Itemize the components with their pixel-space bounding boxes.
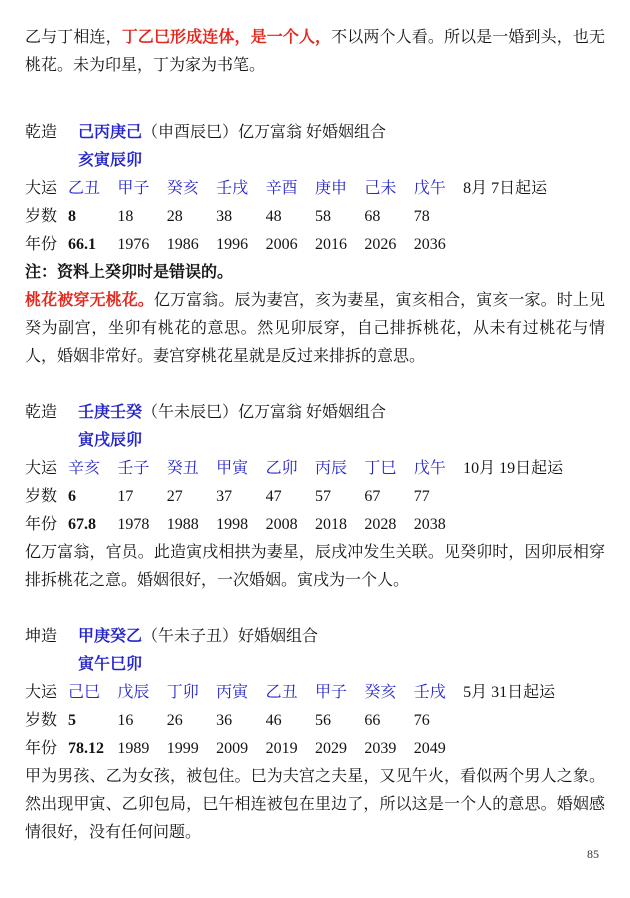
age-value: 36 (216, 712, 233, 729)
intro-text-2: 不以两个人看。所以是一婚到头，也无桃花。未为印星，丁为家为书笔。 (25, 29, 605, 74)
year-value: 1989 (117, 740, 150, 757)
year-row (25, 735, 605, 763)
comment-text: 亿万富翁，官员。此造寅戌相拱为妻星，辰戌冲发生关联。见癸卯时，因卯辰相穿排拆桃花之意。婚姻很好，一次婚姻。寅戌为一个人。 (25, 544, 605, 589)
comment-text: 甲为男孩、乙为女孩，被包住。巳为夫宫之夫星，又见午火，看似两个男人之象。然出现甲寅、乙卯包局，巳午相连被包在里边了，所以这是一个人的意思。婚姻感情很好，没有任何问题。 (25, 768, 605, 841)
year-value: 2008 (265, 516, 298, 533)
spacer (25, 371, 605, 399)
year-label: 年份 (25, 516, 58, 533)
dayun-row (25, 679, 605, 707)
age-value: 17 (117, 488, 134, 505)
dayun-pillar: 乙卯 (265, 460, 298, 477)
dayun-start-note: 5月 31日起运 (463, 684, 556, 701)
year-value: 1986 (166, 236, 199, 253)
chart-section-2 (25, 399, 605, 595)
year-value: 2026 (364, 236, 397, 253)
header-rest: （申酉辰巳）亿万富翁 好婚姻组合 (142, 124, 387, 141)
age-label: 岁数 (25, 712, 58, 729)
dayun-pillar: 壬戌 (413, 684, 446, 701)
dayun-pillar: 甲子 (117, 180, 150, 197)
dayun-row (25, 455, 605, 483)
dayun-label: 大运 (25, 460, 58, 477)
dayun-pillar: 壬子 (117, 460, 150, 477)
year-label: 年份 (25, 740, 58, 757)
section-comment (25, 287, 605, 371)
age-value: 46 (265, 712, 282, 729)
correction-note: 注：资料上癸卯时是错误的。 (25, 264, 234, 281)
dayun-row (25, 175, 605, 203)
year-value: 2049 (413, 740, 446, 757)
branches-line (25, 651, 605, 679)
year-value: 2029 (314, 740, 347, 757)
stems-pillars: 己丙庚己 (78, 124, 143, 141)
comment-red-lead: 桃花被穿无桃花。 (25, 292, 154, 309)
dayun-pillar: 壬戌 (216, 180, 249, 197)
age-label: 岁数 (25, 208, 58, 225)
dayun-pillar: 己巳 (68, 684, 101, 701)
dayun-pillar: 乙丑 (265, 684, 298, 701)
dayun-pillar: 甲寅 (216, 460, 249, 477)
dayun-pillar: 辛酉 (265, 180, 298, 197)
dayun-pillar: 庚申 (314, 180, 347, 197)
branches-line (25, 427, 605, 455)
age-value: 66 (364, 712, 381, 729)
year-value: 1999 (166, 740, 199, 757)
age-value: 16 (117, 712, 134, 729)
dayun-pillar: 癸丑 (166, 460, 199, 477)
year-value: 1996 (216, 236, 249, 253)
dayun-pillar: 癸亥 (364, 684, 397, 701)
section-header (25, 623, 605, 651)
age-value: 26 (166, 712, 183, 729)
age-value: 37 (216, 488, 233, 505)
stems-pillars: 壬庚壬癸 (78, 404, 143, 421)
year-value: 2009 (216, 740, 249, 757)
section-comment (25, 763, 605, 847)
age-value: 8 (68, 208, 76, 225)
page-number: 85 (587, 847, 599, 861)
header-rest: （午未辰巳）亿万富翁 好婚姻组合 (142, 404, 387, 421)
year-row (25, 511, 605, 539)
section-header (25, 399, 605, 427)
age-value: 67 (364, 488, 381, 505)
year-value: 2039 (364, 740, 397, 757)
dayun-pillar: 丙辰 (314, 460, 347, 477)
year-row (25, 231, 605, 259)
gender-label: 乾造 (25, 404, 58, 421)
branches-pillars: 寅戌辰卯 (78, 432, 143, 449)
age-value: 78 (413, 208, 430, 225)
age-value: 27 (166, 488, 183, 505)
dayun-pillar: 甲子 (314, 684, 347, 701)
dayun-pillar: 辛亥 (68, 460, 101, 477)
year-value: 2019 (265, 740, 298, 757)
year-value: 78.12 (68, 740, 104, 757)
branches-pillars: 亥寅辰卯 (78, 152, 143, 169)
year-value: 1988 (166, 516, 199, 533)
age-value: 57 (314, 488, 331, 505)
intro-paragraph (25, 24, 605, 80)
year-label: 年份 (25, 236, 58, 253)
chart-section-1 (25, 119, 605, 371)
intro-text-1: 乙与丁相连， (25, 29, 122, 46)
section-comment (25, 539, 605, 595)
dayun-start-note: 10月 19日起运 (463, 460, 564, 477)
dayun-pillar: 乙丑 (68, 180, 101, 197)
intro-red-highlight: 丁乙巳形成连体，是一个人， (121, 29, 332, 46)
age-value: 18 (117, 208, 134, 225)
age-label: 岁数 (25, 488, 58, 505)
year-value: 66.1 (68, 236, 96, 253)
branches-pillars: 寅午巳卯 (78, 656, 143, 673)
year-value: 1976 (117, 236, 150, 253)
age-value: 5 (68, 712, 76, 729)
year-value: 2006 (265, 236, 298, 253)
age-row (25, 483, 605, 511)
dayun-start-note: 8月 7日起运 (463, 180, 548, 197)
branches-line (25, 147, 605, 175)
year-value: 2036 (413, 236, 446, 253)
age-value: 77 (413, 488, 430, 505)
spacer (25, 595, 605, 623)
year-value: 1978 (117, 516, 150, 533)
dayun-pillar: 戊辰 (117, 684, 150, 701)
dayun-pillar: 癸亥 (166, 180, 199, 197)
year-value: 2016 (314, 236, 347, 253)
stems-pillars: 甲庚癸乙 (78, 628, 143, 645)
year-value: 2038 (413, 516, 446, 533)
dayun-pillar: 己未 (364, 180, 397, 197)
gender-label: 坤造 (25, 628, 58, 645)
dayun-label: 大运 (25, 180, 58, 197)
age-value: 76 (413, 712, 430, 729)
spacer (25, 80, 605, 119)
dayun-pillar: 戊午 (413, 180, 446, 197)
age-row (25, 203, 605, 231)
chart-section-3 (25, 623, 605, 847)
age-value: 68 (364, 208, 381, 225)
age-value: 28 (166, 208, 183, 225)
dayun-pillar: 丁巳 (364, 460, 397, 477)
age-row (25, 707, 605, 735)
year-value: 1998 (216, 516, 249, 533)
dayun-label: 大运 (25, 684, 58, 701)
dayun-pillar: 丙寅 (216, 684, 249, 701)
gender-label: 乾造 (25, 124, 58, 141)
age-value: 6 (68, 488, 76, 505)
section-header (25, 119, 605, 147)
age-value: 58 (314, 208, 331, 225)
age-value: 48 (265, 208, 282, 225)
comment-text: 亿万富翁。辰为妻宫，亥为妻星，寅亥相合，寅亥一家。时上见癸为副宫，坐卯有桃花的意思。然见卯辰穿，自己排拆桃花，从未有过桃花与情人，婚姻非常好。妻宫穿桃花星就是反过来排拆的意思。 (25, 292, 605, 365)
year-value: 67.8 (68, 516, 96, 533)
age-value: 56 (314, 712, 331, 729)
dayun-pillar: 戊午 (413, 460, 446, 477)
year-value: 2018 (314, 516, 347, 533)
year-value: 2028 (364, 516, 397, 533)
age-value: 47 (265, 488, 282, 505)
header-rest: （午未子丑）好婚姻组合 (142, 628, 319, 645)
dayun-pillar: 丁卯 (166, 684, 199, 701)
age-value: 38 (216, 208, 233, 225)
